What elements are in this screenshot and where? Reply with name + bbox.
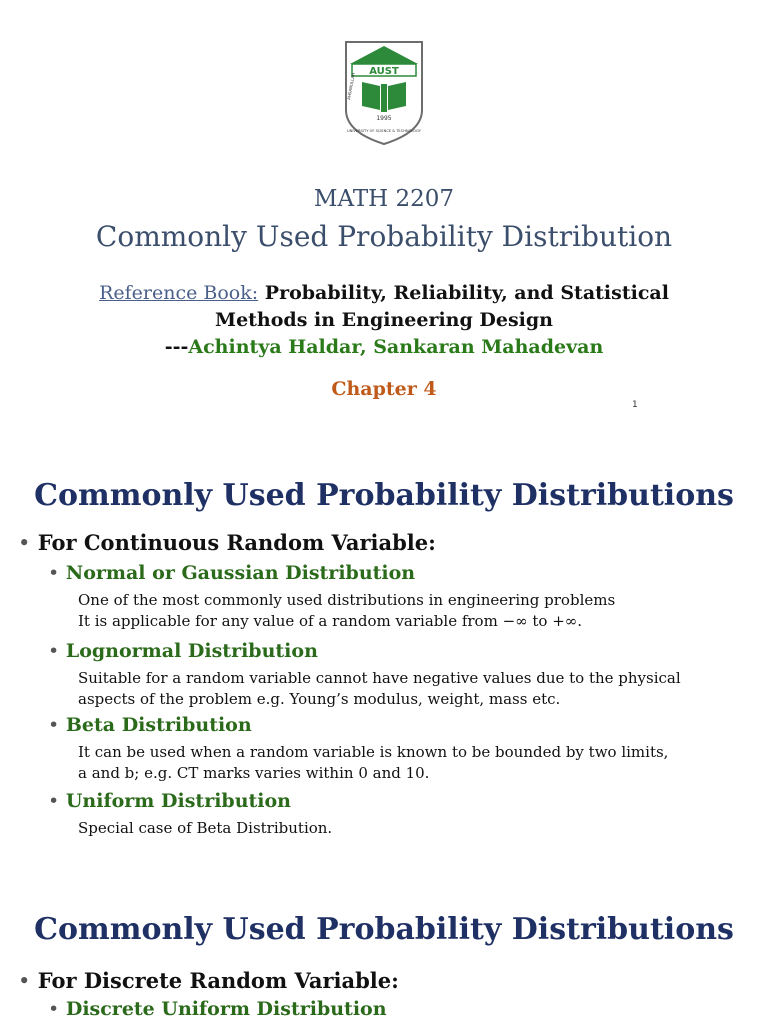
item-label: Discrete Uniform Distribution	[65, 998, 387, 1020]
bullet: •	[18, 531, 31, 555]
reference-title-line2: Methods in Engineering Design	[215, 309, 553, 331]
reference-label: Reference Book:	[99, 282, 259, 304]
reference-author-prefix: ---	[164, 336, 189, 358]
item-description	[78, 818, 758, 839]
list-item	[48, 714, 252, 736]
item-label: Uniform Distribution	[65, 790, 291, 812]
reference-authors: Achintya Haldar, Sankaran Mahadevan	[188, 336, 604, 358]
course-code: MATH 2207	[313, 186, 455, 212]
list-item	[48, 562, 415, 584]
reference-title-line1: Probability, Reliability, and Statistical	[264, 282, 669, 304]
logo-bottom-text: UNIVERSITY OF SCIENCE & TECHNOLOGY	[347, 129, 421, 133]
title-slide	[0, 0, 768, 430]
reference-block	[0, 280, 768, 361]
aust-logo	[344, 40, 424, 146]
chapter-label: Chapter 4	[331, 378, 437, 400]
description-line: One of the most commonly used distributions in engineering problems	[78, 591, 616, 609]
logo-side-text: AHSANULLAH	[346, 72, 356, 101]
bullet: •	[18, 969, 31, 993]
description-line: Suitable for a random variable cannot have negative values due to the physical	[78, 669, 681, 687]
description-line: Special case of Beta Distribution.	[78, 819, 333, 837]
description-line: It can be used when a random variable is known to be bounded by two limits,	[78, 743, 669, 761]
description-line: a and b; e.g. CT marks varies within 0 and 10.	[78, 764, 430, 782]
logo-year: 1995	[376, 115, 392, 122]
item-label: Normal or Gaussian Distribution	[65, 562, 416, 584]
slide-title: Commonly Used Probability Distributions	[34, 912, 734, 947]
bullet: •	[48, 998, 60, 1020]
description-line: aspects of the problem e.g. Young’s modulus, weight, mass etc.	[78, 690, 561, 708]
item-label: Lognormal Distribution	[65, 640, 318, 662]
section-heading-text: For Discrete Random Variable:	[37, 968, 399, 993]
section-heading-text: For Continuous Random Variable:	[37, 530, 436, 555]
discrete-distributions-slide	[0, 864, 768, 1024]
logo-text: AUST	[369, 66, 399, 77]
item-label: Beta Distribution	[65, 714, 252, 736]
list-item	[48, 998, 387, 1020]
section-heading	[18, 530, 436, 555]
slide-title: Commonly Used Probability Distribution	[95, 220, 673, 253]
section-heading	[18, 968, 399, 993]
description-line: It is applicable for any value of a random variable from −∞ to +∞.	[78, 612, 583, 630]
item-description	[78, 590, 758, 632]
slide-title: Commonly Used Probability Distributions	[34, 478, 734, 513]
item-description	[78, 742, 758, 784]
bullet: •	[48, 790, 60, 812]
page-number: 1	[632, 400, 638, 410]
continuous-distributions-slide	[0, 430, 768, 864]
item-description	[78, 668, 758, 710]
list-item	[48, 640, 318, 662]
bullet: •	[48, 714, 60, 736]
bullet: •	[48, 640, 60, 662]
bullet: •	[48, 562, 60, 584]
list-item	[48, 790, 291, 812]
